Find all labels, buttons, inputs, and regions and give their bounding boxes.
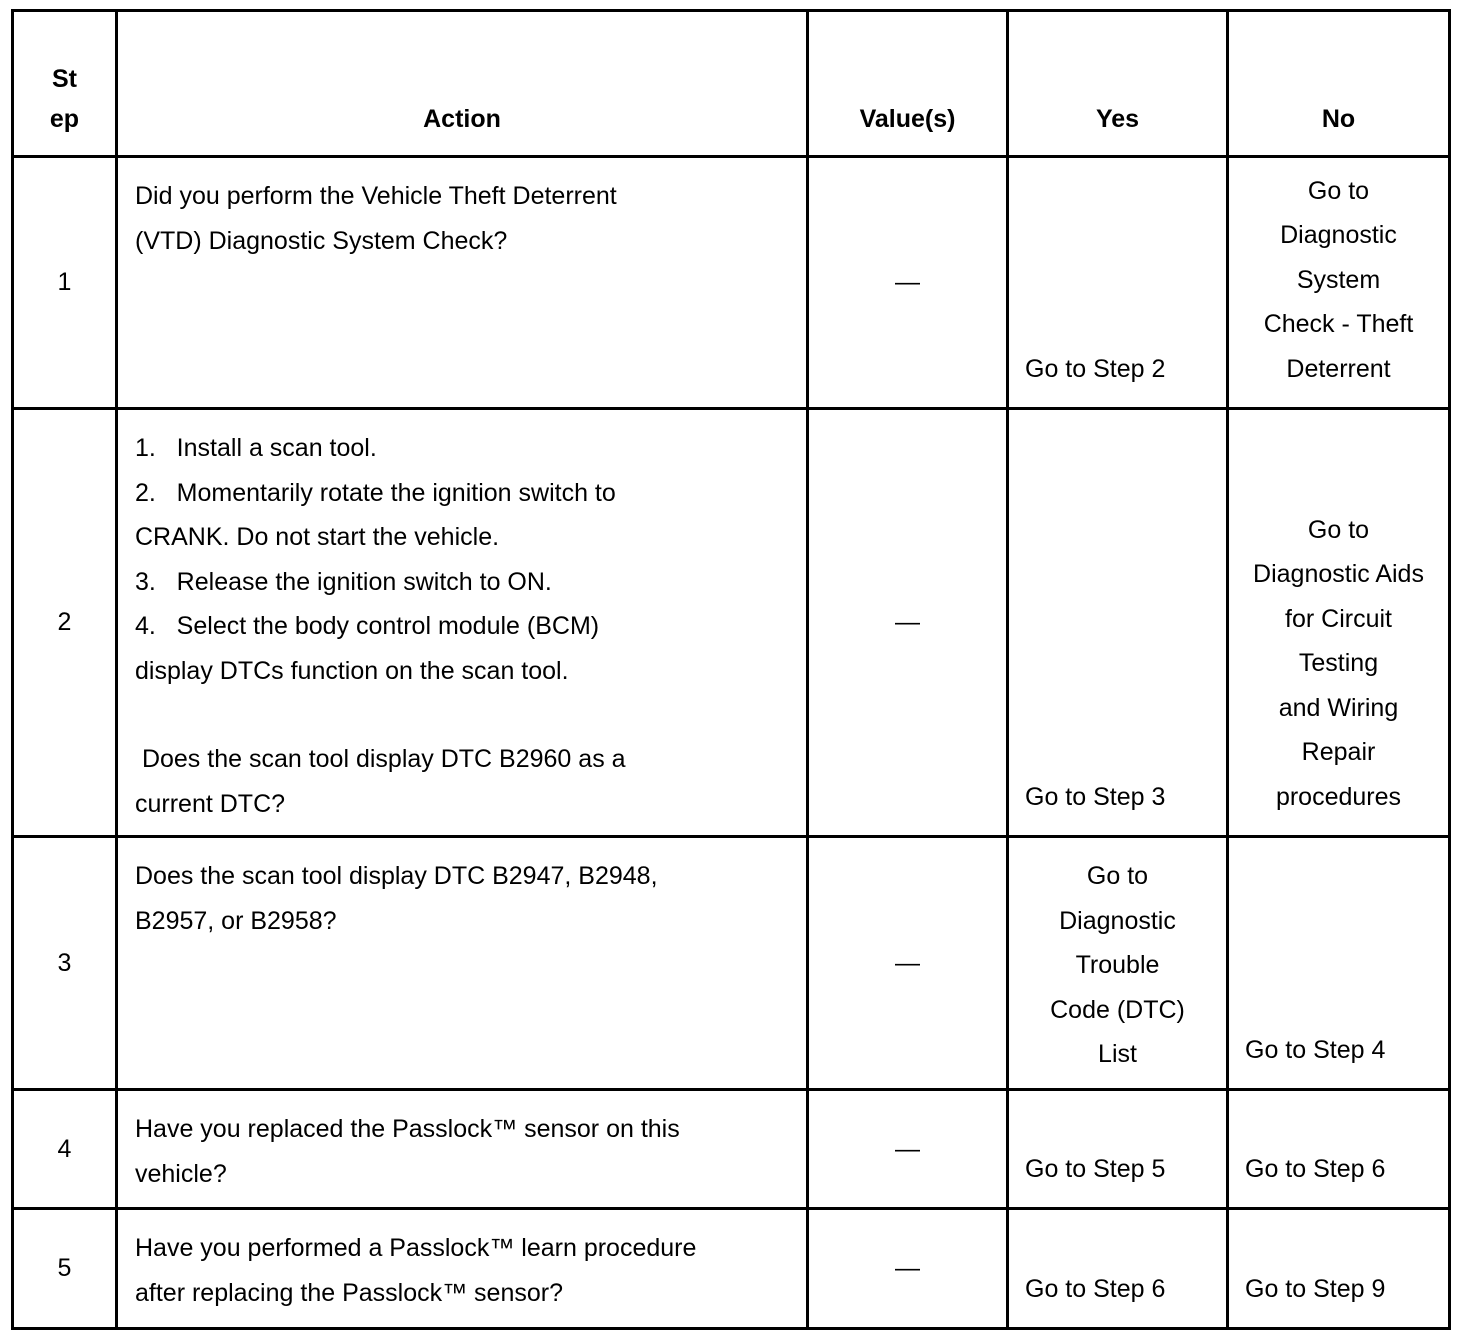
yes-cell: Go to Diagnostic Trouble Code (DTC) List <box>1008 837 1228 1090</box>
step-number: 5 <box>13 1209 117 1329</box>
header-yes: Yes <box>1008 11 1228 157</box>
value-cell: — <box>808 1209 1008 1329</box>
yes-cell: Go to Step 2 <box>1008 157 1228 409</box>
yes-cell: Go to Step 5 <box>1008 1090 1228 1209</box>
table-row <box>13 409 1450 837</box>
step-number: 2 <box>13 409 117 837</box>
action-cell: Have you performed a Passlock™ learn procedure after replacing the Passlock™ sensor? <box>117 1209 808 1329</box>
no-cell: Go to Step 6 <box>1228 1090 1450 1209</box>
table-row <box>13 157 1450 409</box>
yes-cell: Go to Step 6 <box>1008 1209 1228 1329</box>
no-cell: Go to Step 4 <box>1228 837 1450 1090</box>
diagnostic-table <box>11 9 1451 1330</box>
header-action: Action <box>117 11 808 157</box>
header-step: St ep <box>13 11 117 157</box>
no-cell: Go to Diagnostic Aids for Circuit Testing and Wiring Repair procedures <box>1228 409 1450 837</box>
value-cell: — <box>808 1090 1008 1209</box>
table-row <box>13 1090 1450 1209</box>
table-header-row <box>13 11 1450 157</box>
header-values: Value(s) <box>808 11 1008 157</box>
no-cell: Go to Step 9 <box>1228 1209 1450 1329</box>
header-no: No <box>1228 11 1450 157</box>
step-number: 1 <box>13 157 117 409</box>
table-row <box>13 837 1450 1090</box>
action-cell: Did you perform the Vehicle Theft Deterrent (VTD) Diagnostic System Check? <box>117 157 808 409</box>
step-number: 4 <box>13 1090 117 1209</box>
no-cell: Go to Diagnostic System Check - Theft Deterrent <box>1228 157 1450 409</box>
yes-cell: Go to Step 3 <box>1008 409 1228 837</box>
value-cell: — <box>808 837 1008 1090</box>
table-row <box>13 1209 1450 1329</box>
value-cell: — <box>808 409 1008 837</box>
action-cell: Have you replaced the Passlock™ sensor on this vehicle? <box>117 1090 808 1209</box>
step-number: 3 <box>13 837 117 1090</box>
value-cell: — <box>808 157 1008 409</box>
action-cell: Does the scan tool display DTC B2947, B2948, B2957, or B2958? <box>117 837 808 1090</box>
action-cell: 1. Install a scan tool. 2. Momentarily rotate the ignition switch to CRANK. Do not start the vehicle. 3. Release the ignition switch to ON. 4. Select the body control module (BCM) display DTCs function on the scan tool. Does the scan tool display DTC B2960 as a current DTC? <box>117 409 808 837</box>
